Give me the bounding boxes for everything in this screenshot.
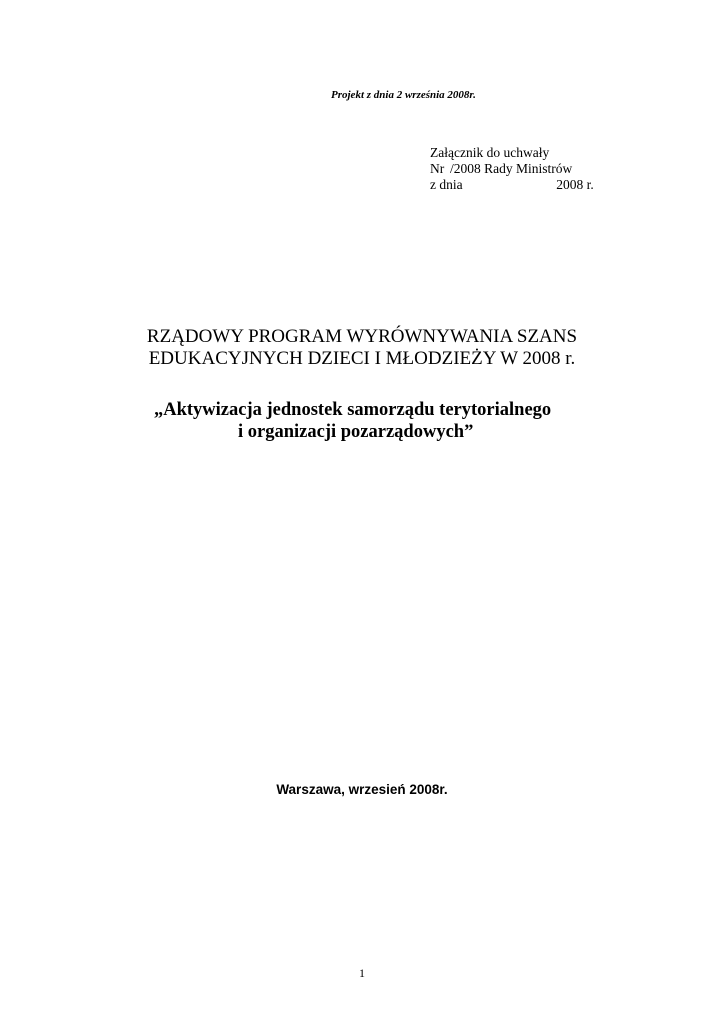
place-and-date: Warszawa, wrzesień 2008r. [276,782,448,797]
annex-date-label: z dnia [430,177,463,192]
program-subtitle-line-2: i organizacji pozarządowych” [238,422,474,442]
page-number: 1 [359,966,365,980]
annex-resolution-number [430,161,594,177]
program-subtitle [0,399,724,443]
program-title-line-2: EDUKACYJNYCH DZIECI I MŁODZIEŻY W 2008 r. [148,348,576,369]
annex-title: Załącznik do uchwały [430,145,550,160]
annex-block [430,145,594,193]
program-title [0,326,724,370]
annex-nr-label: Nr [430,161,445,176]
annex-resolution-date [430,177,594,193]
project-date-line: Projekt z dnia 2 września 2008r. [331,89,476,101]
program-title-line-1: RZĄDOWY PROGRAM WYRÓWNYWANIA SZANS [146,326,578,347]
program-subtitle-line-1: „Aktywizacja jednostek samorządu terytorialnego [154,400,552,420]
annex-date-value: 2008 r. [556,177,594,192]
annex-nr-value: /2008 Rady Ministrów [450,161,573,176]
